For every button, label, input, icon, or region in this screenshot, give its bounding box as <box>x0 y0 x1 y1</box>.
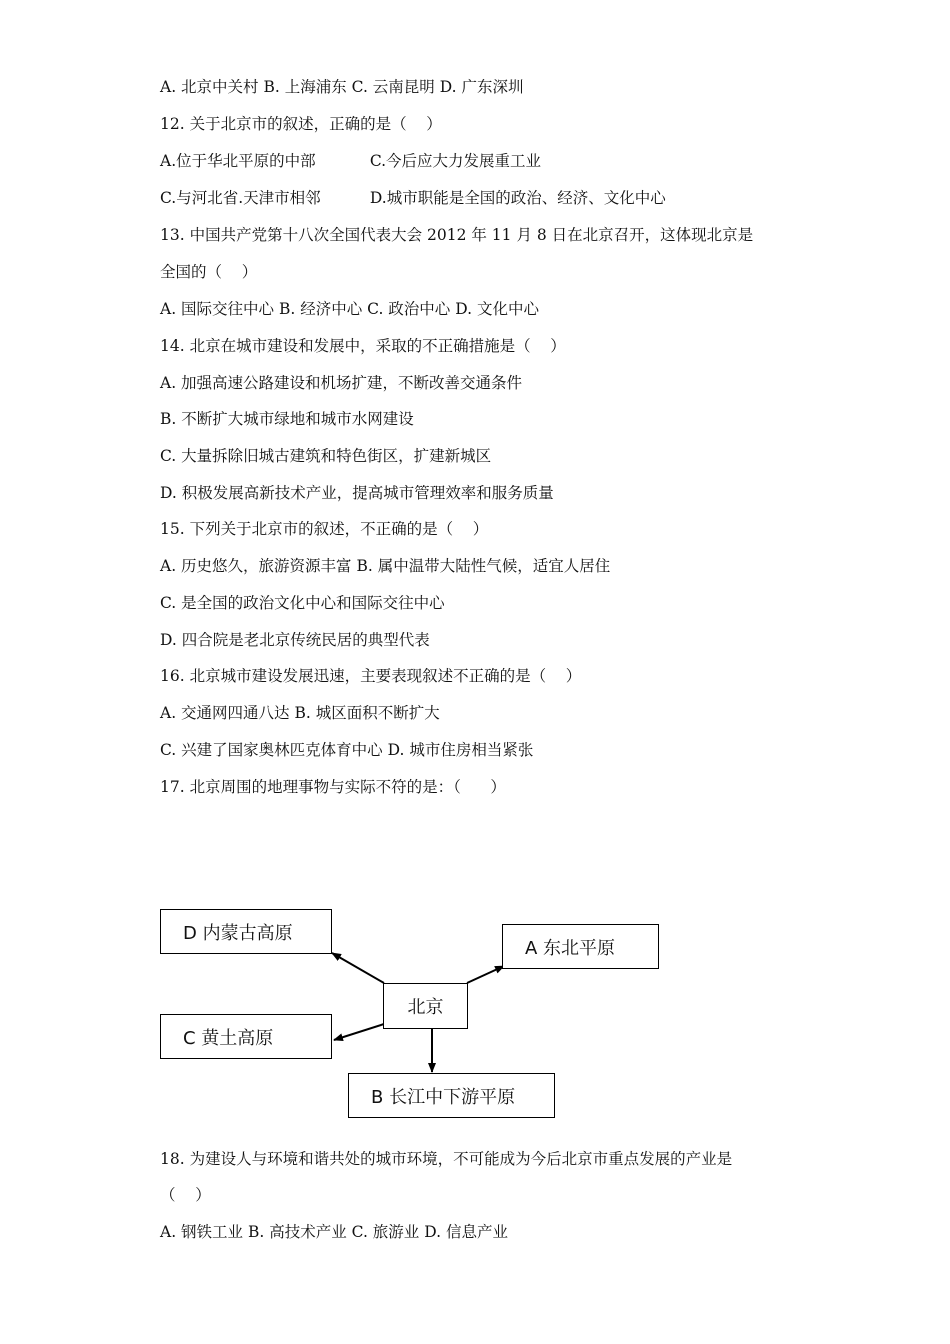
text-line: C. 是全国的政治文化中心和国际交往中心 <box>160 594 445 612</box>
box-c-loess-plateau: C 黄土高原 <box>160 1014 332 1059</box>
text-line: （ ） <box>160 1186 211 1204</box>
text-line: 16. 北京城市建设发展迅速，主要表现叙述不正确的是（ ） <box>160 667 582 685</box>
text-line: 17. 北京周围的地理事物与实际不符的是：（ ） <box>160 778 506 796</box>
text-line: 全国的（ ） <box>160 263 258 281</box>
box-a-northeast-plain: A 东北平原 <box>502 924 659 969</box>
arrow-to-d <box>332 953 384 983</box>
arrow-to-c <box>334 1024 384 1040</box>
text-line: 13. 中国共产党第十八次全国代表大会 2012 年 11 月 8 日在北京召开，这体现北京是 <box>160 226 754 244</box>
text-line: B. 不断扩大城市绿地和城市水网建设 <box>160 410 414 428</box>
text-line: 15. 下列关于北京市的叙述，不正确的是（ ） <box>160 520 489 538</box>
text-line: A. 钢铁工业 B. 高技术产业 C. 旅游业 D. 信息产业 <box>160 1223 508 1241</box>
text-line: A. 国际交往中心 B. 经济中心 C. 政治中心 D. 文化中心 <box>160 300 539 318</box>
text-line: A. 加强高速公路建设和机场扩建，不断改善交通条件 <box>160 374 523 392</box>
box-b-yangtze-plain: B 长江中下游平原 <box>348 1073 555 1118</box>
box-beijing: 北京 <box>383 983 468 1029</box>
arrow-to-a <box>467 966 504 983</box>
text-line: A. 交通网四通八达 B. 城区面积不断扩大 <box>160 704 440 722</box>
text-line: A. 历史悠久，旅游资源丰富 B. 属中温带大陆性气候，适宜人居住 <box>160 557 611 575</box>
text-line: C. 大量拆除旧城古建筑和特色街区，扩建新城区 <box>160 447 492 465</box>
text-line: 14. 北京在城市建设和发展中，采取的不正确措施是（ ） <box>160 337 566 355</box>
text-line: 18. 为建设人与环境和谐共处的城市环境，不可能成为今后北京市重点发展的产业是 <box>160 1150 733 1168</box>
text-line: A. 北京中关村 B. 上海浦东 C. 云南昆明 D. 广东深圳 <box>160 78 524 96</box>
text-line: D. 积极发展高新技术产业，提高城市管理效率和服务质量 <box>160 484 554 502</box>
text-line: C.与河北省.天津市相邻 D.城市职能是全国的政治、经济、文化中心 <box>160 189 666 207</box>
text-line: 12. 关于北京市的叙述，正确的是（ ） <box>160 115 442 133</box>
text-line: A.位于华北平原的中部 C.今后应大力发展重工业 <box>160 152 542 170</box>
text-line: D. 四合院是老北京传统民居的典型代表 <box>160 631 430 649</box>
box-d-inner-mongolia-plateau: D 内蒙古高原 <box>160 909 332 954</box>
text-line: C. 兴建了国家奥林匹克体育中心 D. 城市住房相当紧张 <box>160 741 534 759</box>
